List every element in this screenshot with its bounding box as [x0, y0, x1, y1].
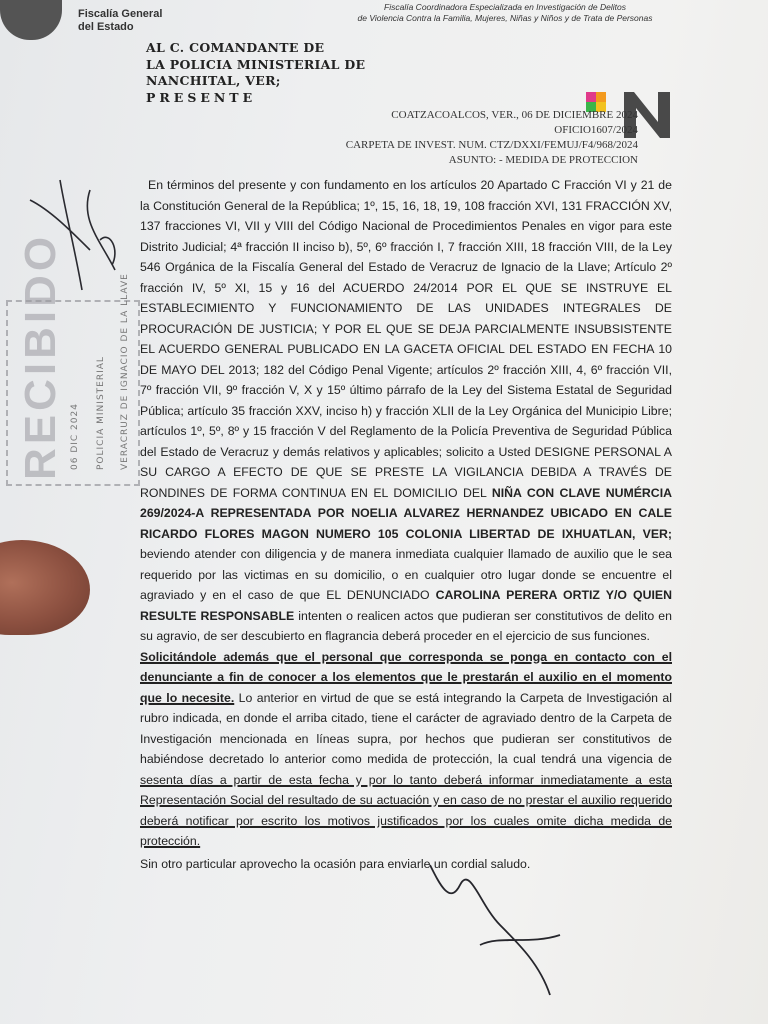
stamp-line-2: VERACRUZ DE IGNACIO DE LA LLAVE	[120, 273, 130, 470]
paragraph-3: Sin otro particular aprovecho la ocasión para enviarle un cordial saludo.	[140, 856, 531, 871]
paragraph-1-end: intenten o realicen actos que pudieran ser constitutivos de delito en su agravio, de ser descubierto en flagrancia deberá proceder en el ejercicio de sus funciones.	[140, 608, 672, 643]
letter-body	[140, 175, 672, 874]
reference-block	[346, 108, 638, 168]
stamp-date: 06 DIC 2024	[70, 403, 80, 470]
overlay-signature-icon	[420, 845, 650, 1024]
addressee-block	[146, 40, 365, 106]
unit-name	[325, 2, 685, 24]
finger-in-photo	[0, 540, 90, 635]
asunto: ASUNTO: - MEDIDA DE PROTECCION	[448, 154, 638, 166]
addressee-presente: PRESENTE	[146, 89, 257, 105]
paragraph-2-underlined-2: sesenta días a partir de esta fecha y por lo tanto deberá informar inmediatamente a esta Representación Social del resultado de su actuación y en caso de no prestar el auxilio requerido deberá notificar por escrito los motivos justificados por los cuales omite dicha medida de protección.	[140, 772, 672, 848]
addressee-line-1: AL C. COMANDANTE DE	[146, 40, 325, 55]
paragraph-2-text: Lo anterior en virtud de que se está integrando la Carpeta de Investigación al rubro indicada, en donde el arriba citado, tiene el carácter de agraviado dentro de la Carpeta de Investigación mencionada en líneas supra, por hechos que pudieran ser constitutivos de habiéndose decretado lo anterior como medida de protección, la cual tendrá una vigencia de	[140, 690, 672, 766]
accused-name: CAROLINA PERERA ORTIZ Y/O QUIEN RESULTE RESPONSABLE	[140, 588, 672, 623]
unit-line-2: de Violencia Contra la Familia, Mujeres, Niñas y Niños y de Trata de Personas	[357, 13, 653, 23]
carpeta-number: CARPETA DE INVEST. NUM. CTZ/DXXI/FEMUJ/F4/968/2024	[345, 139, 638, 151]
victim-details: NIÑA CON CLAVE NUMÉRCIA 269/2024-A REPRESENTADA POR NOELIA ALVAREZ HERNANDEZ UBICADO EN CALE RICARDO FLORES MAGON NUMERO 105 COLONIA LIBERTAD DE IXHUATLAN, VER;	[140, 485, 672, 541]
paragraph-1-text: En términos del presente y con fundamento en los artículos 20 Apartado C Fracción VI y 21 de la Constitución General de la República; 1º, 15, 16, 18, 19, 108 fracción XVI, 131 FRACCIÓN XV, 137 fracciones VI, VII y VIII del Código Nacional de Procedimientos Penales en vigor para este Distrito Judicial; 4ª fracción II inciso b), 5º, 6º fracción I, 7 fracción XIII, 18 fracción VIII, de la Ley 546 Orgánica de la Fiscalía General del Estado de Veracruz de Ignacio de la Llave; Artículo 2º fracción IV, 5º XI, 15 y 16 del ACUERDO 24/2014 POR EL QUE SE INSTRUYE EL ESTABLECIMIENTO Y FUNCIONAMIENTO DE LAS UNIDADES INTEGRALES DE PROCURACIÓN DE JUSTICIA; Y POR EL QUE SE DEJA PARCIALMENTE INSUBSISTENTE EL ACUERDO GENERAL PUBLICADO EN LA GACETA OFICIAL DEL ESTADO EN FECHA 10 DE MAYO DEL 2013; 182 del Código Penal Vigente; artículos 2º fracción XIII, 4, 6º fracción VII, 7º fracción VII, 9º fracción V, X y 15º último párrafo de la Ley del Sistema Estatal de Seguridad Pública; artículo 35 fracción XXV, inciso h) y fracción XLII de la Ley Orgánica del Municipio Libre; artículos 1º, 5º, 8º y 15 fracción V del Reglamento de la Policía Preventiva de Seguridad Pública del Estado de Veracruz y demás relativos y aplicables; solicito a Usted DESIGNE PERSONAL A SU CARGO A EFECTO DE QUE SE PRESTE LA VIGILANCIA DEBIDA A TRAVÉS DE RONDINES DE FORMA CONTINUA EN EL DOMICILIO DEL	[140, 178, 672, 500]
addressee-line-2: LA POLICIA MINISTERIAL DE	[146, 56, 366, 72]
addressee-line-3: NANCHITAL, VER;	[146, 73, 281, 88]
paragraph-2-underlined: Solicitándole además que el personal que corresponda se ponga en contacto con el denunciante a fin de conocer a los elementos que le prestarán el auxilio en el momento que lo necesite.	[140, 649, 672, 705]
paragraph-1	[140, 175, 672, 647]
place-date: COATZACOALCOS, VER., 06 DE DICIEMBRE 2024	[391, 109, 638, 121]
oficio-number: OFICIO1607/2024	[554, 124, 638, 136]
unit-line-1: Fiscalía Coordinadora Especializada en Investigación de Delitos	[384, 2, 626, 12]
state-emblem-icon	[0, 0, 62, 40]
stamp-word: RECIBIDO	[16, 232, 65, 480]
stamp-line-1: POLICIA MINISTERIAL	[96, 356, 106, 470]
paragraph-2	[140, 647, 672, 852]
organization-name: Fiscalía General del Estado	[78, 8, 163, 33]
paragraph-1-continued: beviendo atender con diligencia y de manera inmediata cualquier llamado de auxilio que le sea requerido por las victimas en su domicilio, o en cualquier otro lugar donde se encuentre el agraviado y en el caso de que EL DENUNCIADO	[140, 547, 672, 602]
